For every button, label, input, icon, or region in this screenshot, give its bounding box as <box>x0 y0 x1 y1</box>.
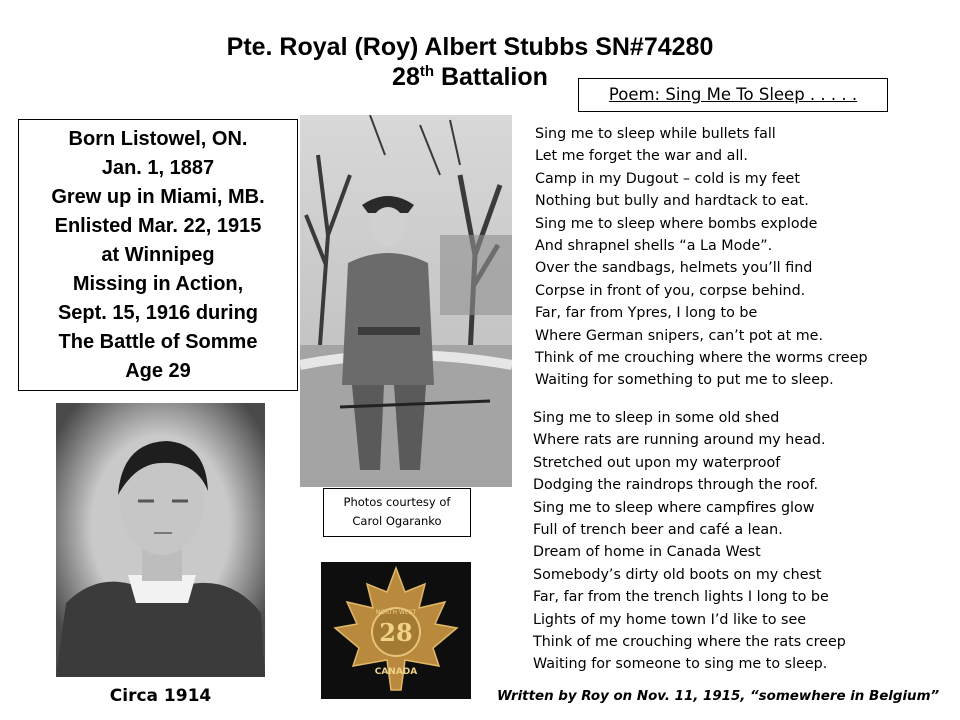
badge-country-text: CANADA <box>374 667 418 677</box>
poem-attribution: Written by Roy on Nov. 11, 1915, “somewhere in Belgium” <box>497 689 940 704</box>
photo-credit-line: Photos courtesy of <box>343 495 451 509</box>
bio-line: Age 29 <box>125 360 191 382</box>
soldier-uniform-photo <box>300 115 512 487</box>
photo-credit <box>323 488 471 537</box>
poem-line: Where German snipers, can’t pot at me. <box>535 327 823 344</box>
cap-badge-photo <box>321 562 471 699</box>
poem-line: Full of trench beer and café a lean. <box>533 522 783 539</box>
poem-heading: Poem: Sing Me To Sleep . . . . . <box>608 85 858 104</box>
poem-line: Think of me crouching where the worms creep <box>535 350 868 367</box>
poem-line: Over the sandbags, helmets you’ll find <box>535 260 813 277</box>
bio-line: Enlisted Mar. 22, 1915 <box>54 215 262 237</box>
poem-line: Waiting for someone to sing me to sleep. <box>533 656 828 673</box>
poem-line: Sing me to sleep where campfires glow <box>533 499 815 516</box>
bio-line: Sept. 15, 1916 during <box>57 302 259 324</box>
poem-line: Far, far from the trench lights I long to be <box>533 589 829 606</box>
portrait-photo <box>56 403 265 677</box>
biography-box <box>18 119 298 391</box>
battalion-suffix: th <box>419 63 435 80</box>
poem-line: And shrapnel shells “a La Mode”. <box>535 238 773 255</box>
bio-line: Born Listowel, ON. <box>68 128 248 150</box>
poem-line: Sing me to sleep in some old shed <box>533 410 780 426</box>
page-title: Pte. Royal (Roy) Albert Stubbs SN#74280 <box>226 33 714 61</box>
poem-line: Dodging the raindrops through the roof. <box>533 477 819 494</box>
battalion-number: 28 <box>392 63 420 91</box>
portrait-caption: Circa 1914 <box>109 686 212 706</box>
bio-line: Missing in Action, <box>72 273 244 295</box>
poem-line: Nothing but bully and hardtack to eat. <box>535 193 809 210</box>
bio-line: Grew up in Miami, MB. <box>51 186 265 208</box>
poem-line: Far, far from Ypres, I long to be <box>535 305 758 322</box>
poem-line: Lights of my home town I’d like to see <box>533 611 807 628</box>
poem-heading-box <box>578 78 888 112</box>
poem-line: Camp in my Dugout – cold is my feet <box>535 170 800 187</box>
poem-line: Sing me to sleep while bullets fall <box>535 126 776 142</box>
poem-line: Let me forget the war and all. <box>535 148 748 165</box>
photo-credit-line: Carol Ogaranko <box>352 514 442 528</box>
poem-line: Somebody’s dirty old boots on my chest <box>533 566 822 583</box>
bio-line: at Winnipeg <box>101 244 215 266</box>
poem-line: Where rats are running around my head. <box>533 432 826 449</box>
poem-stanza-1 <box>535 123 868 392</box>
poem-line: Stretched out upon my waterproof <box>533 454 781 471</box>
battalion-label: Battalion <box>434 63 548 91</box>
poem-line: Dream of home in Canada West <box>533 544 761 561</box>
badge-ring-text: NORTH WEST <box>375 609 417 616</box>
bio-line: The Battle of Somme <box>58 331 258 353</box>
poem-line: Corpse in front of you, corpse behind. <box>535 282 806 299</box>
poem-line: Think of me crouching where the rats creep <box>533 634 846 651</box>
badge-numeral: 28 <box>379 618 413 647</box>
poem-stanza-2 <box>533 407 846 676</box>
poem-line: Waiting for something to put me to sleep. <box>535 372 834 389</box>
bio-line: Jan. 1, 1887 <box>101 157 215 179</box>
poem-line: Sing me to sleep where bombs explode <box>535 215 818 232</box>
